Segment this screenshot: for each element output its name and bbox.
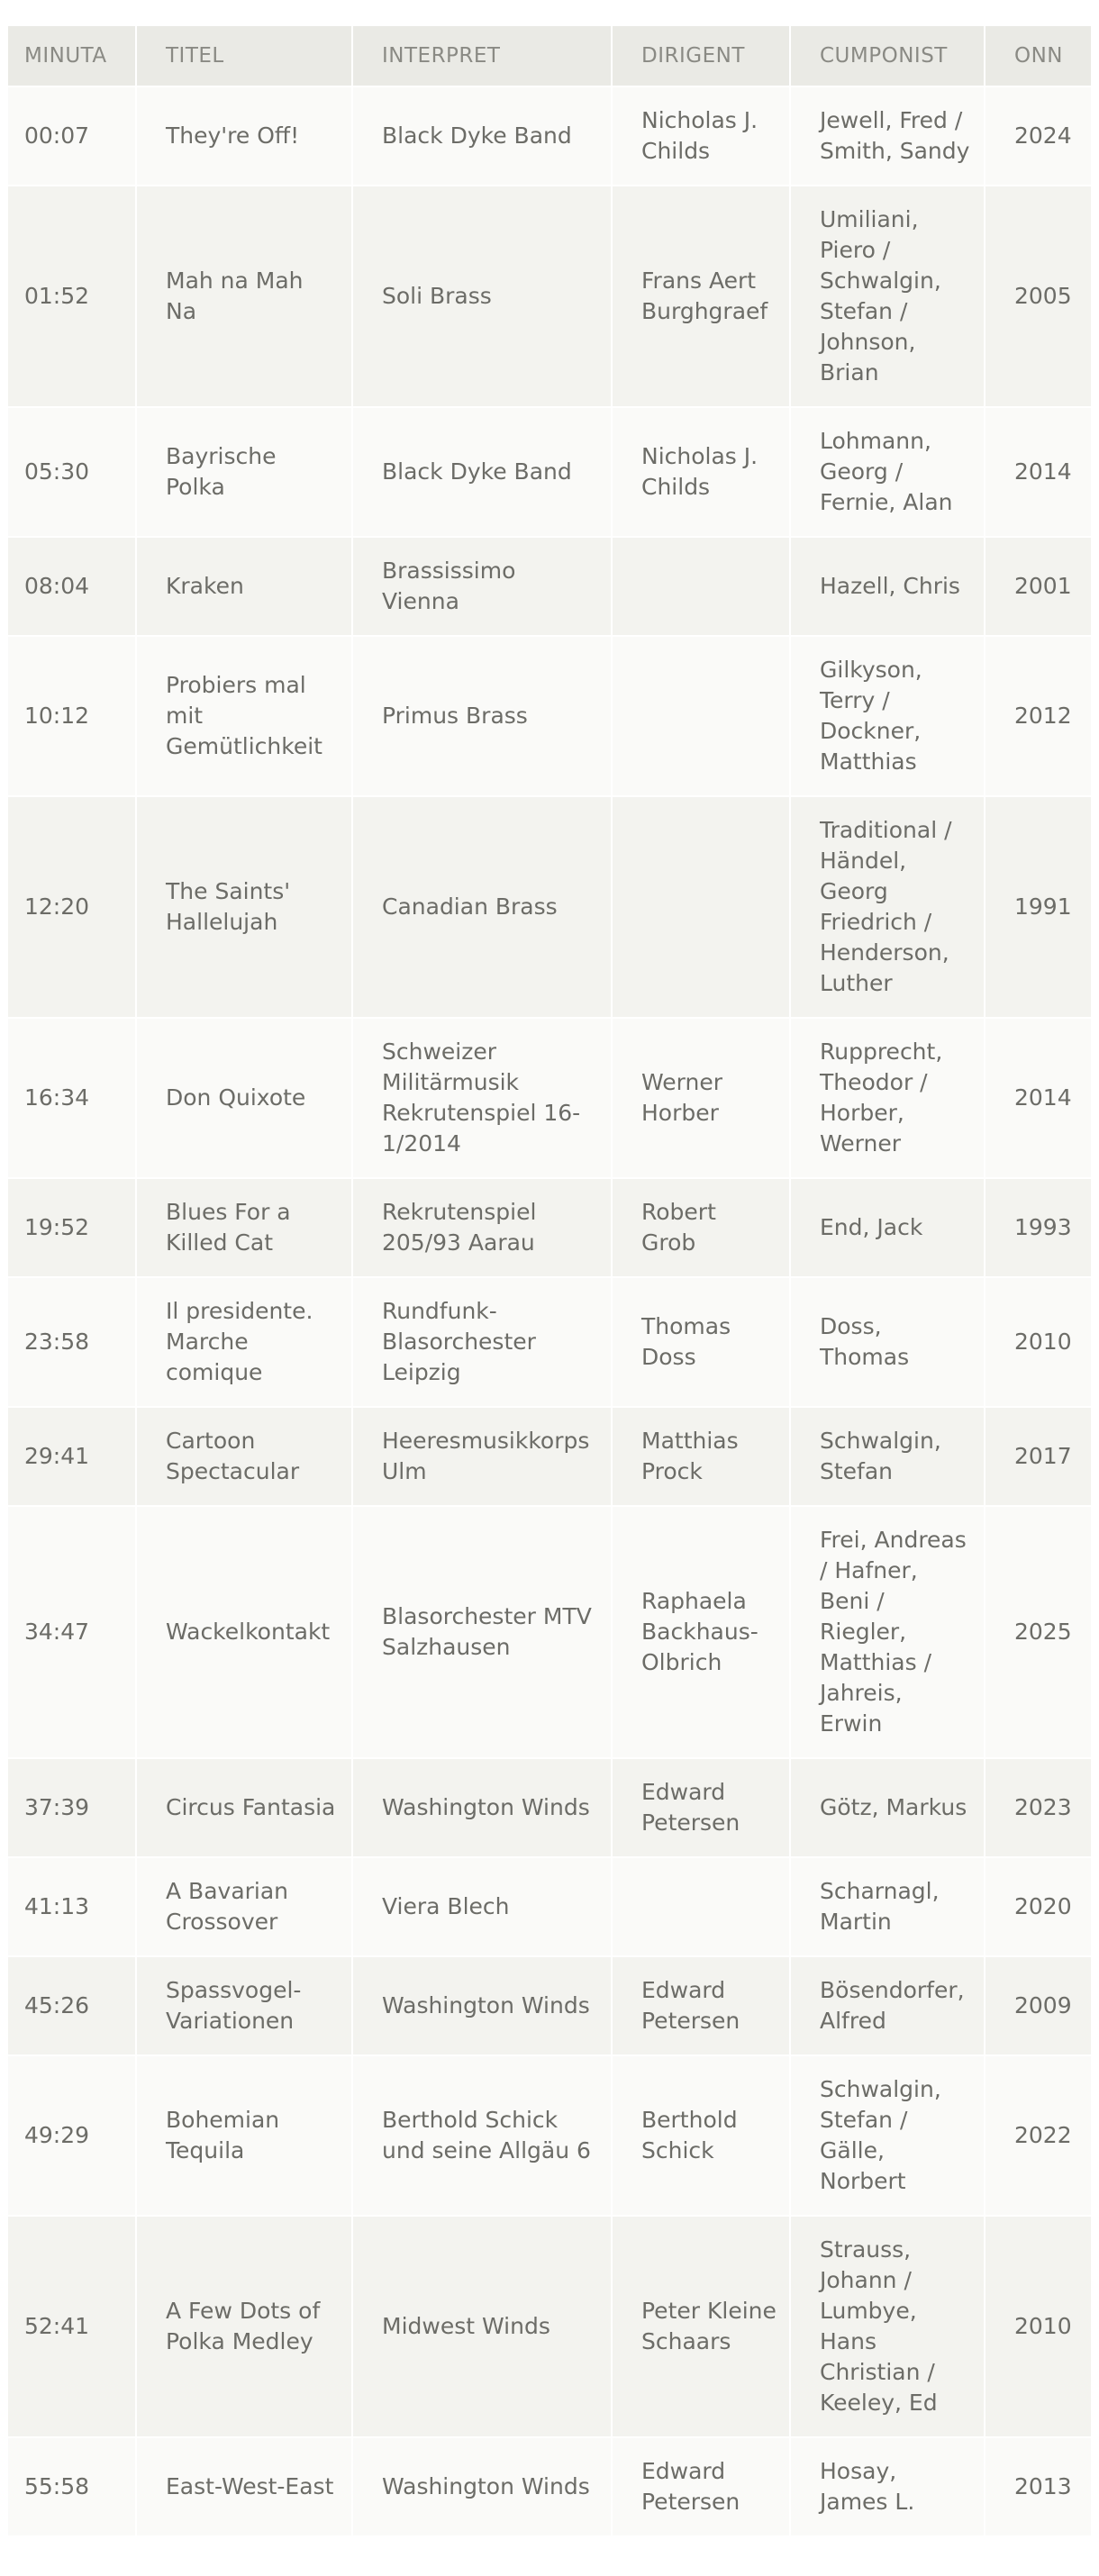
cell-onn: 2013 [985,2437,1091,2535]
cell-onn: 2014 [985,407,1091,537]
cell-onn: 2020 [985,1857,1091,1956]
cell-dirigent [612,537,790,636]
cell-minuta: 12:20 [8,796,136,1018]
cell-onn: 2024 [985,86,1091,186]
cell-onn: 2012 [985,636,1091,796]
cell-minuta: 45:26 [8,1956,136,2055]
playlist-table [8,26,1091,2535]
cell-minuta: 23:58 [8,1277,136,1407]
cell-dirigent: Edward Petersen [612,1758,790,1857]
cell-titel: Bohemian Tequila [136,2055,352,2216]
cell-onn: 2022 [985,2055,1091,2216]
cell-titel: Blues For a Killed Cat [136,1178,352,1277]
cell-dirigent [612,796,790,1018]
cell-cumponist: Rupprecht, Theodor / Horber, Werner [790,1018,985,1178]
table-row [8,796,1091,1018]
cell-titel: A Bavarian Crossover [136,1857,352,1956]
cell-cumponist: Schwalgin, Stefan / Gälle, Norbert [790,2055,985,2216]
cell-interpret: Rundfunk-Blasorchester Leipzig [352,1277,612,1407]
cell-onn: 2023 [985,1758,1091,1857]
cell-dirigent: Thomas Doss [612,1277,790,1407]
cell-titel: East-West-East [136,2437,352,2535]
cell-interpret: Washington Winds [352,2437,612,2535]
cell-minuta: 05:30 [8,407,136,537]
column-header-titel: TITEL [136,26,352,86]
cell-minuta: 49:29 [8,2055,136,2216]
table-header [8,26,1091,86]
cell-onn: 2010 [985,1277,1091,1407]
cell-minuta: 01:52 [8,186,136,407]
cell-cumponist: Strauss, Johann / Lumbye, Hans Christian / Keeley, Ed [790,2216,985,2437]
cell-dirigent: Frans Aert Burghgraef [612,186,790,407]
cell-cumponist: Götz, Markus [790,1758,985,1857]
cell-dirigent: Peter Kleine Schaars [612,2216,790,2437]
cell-titel: Don Quixote [136,1018,352,1178]
table-row [8,407,1091,537]
cell-onn: 2010 [985,2216,1091,2437]
cell-onn: 1993 [985,1178,1091,1277]
cell-cumponist: Hosay, James L. [790,2437,985,2535]
cell-cumponist: Scharnagl, Martin [790,1857,985,1956]
cell-interpret: Heeresmusikkorps Ulm [352,1407,612,1506]
cell-onn: 2005 [985,186,1091,407]
cell-minuta: 34:47 [8,1506,136,1758]
table-row [8,1018,1091,1178]
cell-cumponist: Doss, Thomas [790,1277,985,1407]
cell-dirigent: Nicholas J. Childs [612,407,790,537]
table-row [8,2437,1091,2535]
cell-minuta: 29:41 [8,1407,136,1506]
cell-dirigent: Edward Petersen [612,1956,790,2055]
cell-minuta: 16:34 [8,1018,136,1178]
cell-onn: 1991 [985,796,1091,1018]
cell-onn: 2025 [985,1506,1091,1758]
cell-minuta: 37:39 [8,1758,136,1857]
table-body [8,86,1091,2535]
column-header-onn: ONN [985,26,1091,86]
cell-interpret: Viera Blech [352,1857,612,1956]
cell-titel: Wackelkontakt [136,1506,352,1758]
cell-interpret: Rekrutenspiel 205/93 Aarau [352,1178,612,1277]
table-row [8,1506,1091,1758]
cell-titel: Probiers mal mit Gemütlichkeit [136,636,352,796]
cell-minuta: 52:41 [8,2216,136,2437]
cell-cumponist: Traditional / Händel, Georg Friedrich / Henderson, Luther [790,796,985,1018]
column-header-interpret: INTERPRET [352,26,612,86]
table-row [8,1178,1091,1277]
cell-interpret: Black Dyke Band [352,86,612,186]
cell-interpret: Primus Brass [352,636,612,796]
table-header-row [8,26,1091,86]
cell-cumponist: Umiliani, Piero / Schwalgin, Stefan / Johnson, Brian [790,186,985,407]
cell-titel: Il presidente. Marche comique [136,1277,352,1407]
table-row [8,1758,1091,1857]
cell-dirigent: Edward Petersen [612,2437,790,2535]
cell-cumponist: Bösendorfer, Alfred [790,1956,985,2055]
cell-titel: The Saints' Hallelujah [136,796,352,1018]
cell-interpret: Canadian Brass [352,796,612,1018]
cell-dirigent: Nicholas J. Childs [612,86,790,186]
table-row [8,1956,1091,2055]
table-row [8,1277,1091,1407]
column-header-dirigent: DIRIGENT [612,26,790,86]
cell-onn: 2017 [985,1407,1091,1506]
cell-dirigent: Raphaela Backhaus-Olbrich [612,1506,790,1758]
cell-interpret: Brassissimo Vienna [352,537,612,636]
cell-interpret: Washington Winds [352,1758,612,1857]
cell-dirigent: Matthias Prock [612,1407,790,1506]
cell-onn: 2009 [985,1956,1091,2055]
cell-interpret: Schweizer Militärmusik Rekrutenspiel 16-1/2014 [352,1018,612,1178]
table-row [8,1407,1091,1506]
table-row [8,186,1091,407]
cell-minuta: 08:04 [8,537,136,636]
table-row [8,2216,1091,2437]
table-row [8,537,1091,636]
column-header-minuta: MINUTA [8,26,136,86]
cell-interpret: Berthold Schick und seine Allgäu 6 [352,2055,612,2216]
table-row [8,636,1091,796]
cell-dirigent: Berthold Schick [612,2055,790,2216]
cell-cumponist: Gilkyson, Terry / Dockner, Matthias [790,636,985,796]
cell-cumponist: Frei, Andreas / Hafner, Beni / Riegler, Matthias / Jahreis, Erwin [790,1506,985,1758]
cell-cumponist: Lohmann, Georg / Fernie, Alan [790,407,985,537]
table-row [8,1857,1091,1956]
cell-minuta: 19:52 [8,1178,136,1277]
cell-cumponist: Schwalgin, Stefan [790,1407,985,1506]
cell-titel: A Few Dots of Polka Medley [136,2216,352,2437]
cell-minuta: 00:07 [8,86,136,186]
cell-interpret: Washington Winds [352,1956,612,2055]
cell-dirigent: Werner Horber [612,1018,790,1178]
cell-dirigent [612,1857,790,1956]
cell-interpret: Blasorchester MTV Salzhausen [352,1506,612,1758]
column-header-cumponist: CUMPONIST [790,26,985,86]
cell-cumponist: Jewell, Fred / Smith, Sandy [790,86,985,186]
cell-titel: Kraken [136,537,352,636]
cell-titel: Cartoon Spectacular [136,1407,352,1506]
table-row [8,2055,1091,2216]
cell-titel: They're Off! [136,86,352,186]
cell-dirigent [612,636,790,796]
cell-titel: Bayrische Polka [136,407,352,537]
cell-titel: Mah na Mah Na [136,186,352,407]
table-row [8,86,1091,186]
playlist-table-container [8,26,1091,2535]
cell-interpret: Midwest Winds [352,2216,612,2437]
cell-onn: 2001 [985,537,1091,636]
cell-cumponist: End, Jack [790,1178,985,1277]
cell-dirigent: Robert Grob [612,1178,790,1277]
cell-titel: Circus Fantasia [136,1758,352,1857]
cell-interpret: Soli Brass [352,186,612,407]
cell-minuta: 41:13 [8,1857,136,1956]
cell-minuta: 55:58 [8,2437,136,2535]
cell-onn: 2014 [985,1018,1091,1178]
cell-minuta: 10:12 [8,636,136,796]
cell-cumponist: Hazell, Chris [790,537,985,636]
cell-titel: Spassvogel-Variationen [136,1956,352,2055]
cell-interpret: Black Dyke Band [352,407,612,537]
